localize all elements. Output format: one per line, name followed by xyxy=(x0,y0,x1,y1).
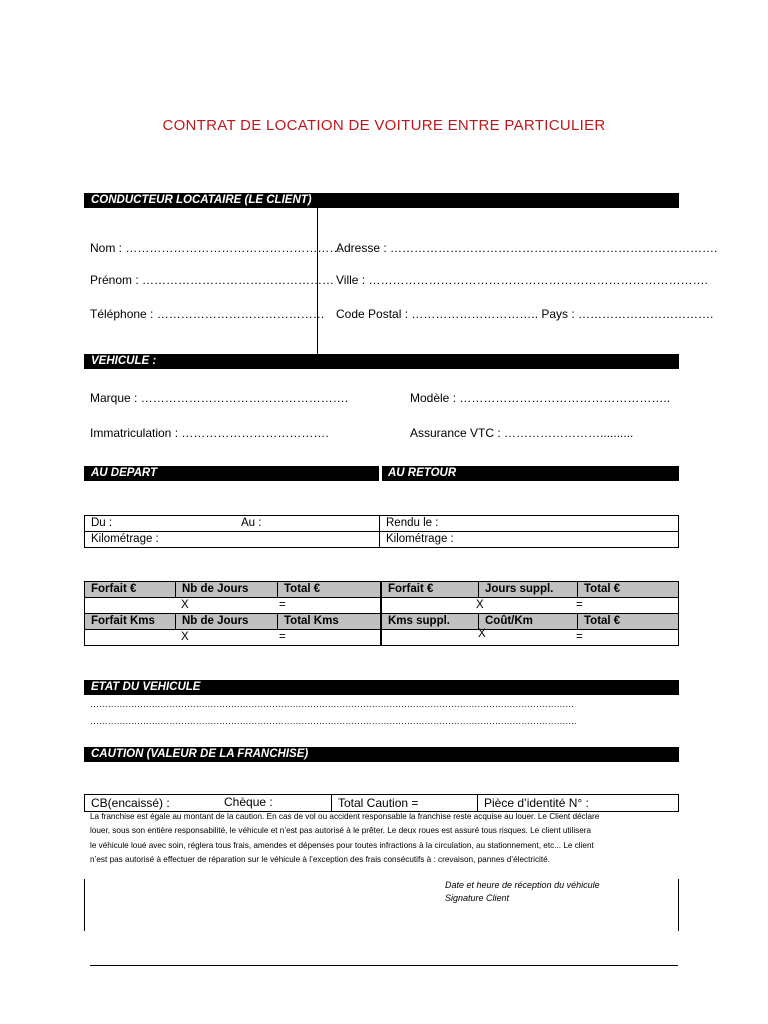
franchise-conditions xyxy=(90,810,680,867)
etat-line-2[interactable]: …………………………………………………………………………………………………………………………………………………. xyxy=(90,716,577,726)
section-etat-header xyxy=(84,680,679,695)
franchise-line: louer, sous son entière responsabilité, le véhicule et n’est pas autorisé à le prêter. Le deux roues est assuré tous risques. Le client utilisera xyxy=(90,826,592,836)
total-caution-cell[interactable] xyxy=(332,795,478,812)
rendu-le-label: Rendu le : xyxy=(386,517,439,529)
modele-field[interactable]: Modèle : …………………………………………….. xyxy=(410,391,671,405)
km-depart-label: Kilométrage : xyxy=(91,533,159,545)
piece-identite-label: Pièce d’identité N° : xyxy=(484,795,589,810)
tarifs-left-table xyxy=(84,581,381,646)
section-conducteur-label: CONDUCTEUR LOCATAIRE (LE CLIENT) xyxy=(91,194,312,206)
total-caution-label: Total Caution = xyxy=(338,795,419,810)
nom-field[interactable]: Nom : ……………………………………………… xyxy=(90,241,342,255)
km-retour-label: Kilométrage : xyxy=(386,533,454,545)
kms-suppl-calc-row[interactable] xyxy=(382,630,679,646)
cheque-label: Chèque : xyxy=(224,795,273,809)
th-total-retour: Total € xyxy=(578,582,679,598)
th-nb-jours-kms: Nb de Jours xyxy=(176,614,278,630)
equals-sign: = xyxy=(279,599,286,611)
dates-table xyxy=(84,515,679,548)
depart-retour-split xyxy=(379,466,382,481)
section-depart-label: AU DEPART xyxy=(91,467,158,479)
rendu-le-cell[interactable] xyxy=(380,516,679,532)
signature-client-label: Signature Client xyxy=(445,893,510,903)
equals-sign: = xyxy=(576,631,583,643)
kms-calc-row[interactable] xyxy=(85,630,381,646)
section-depart-retour-header xyxy=(84,466,679,481)
tarifs-right-table xyxy=(381,581,679,646)
etat-line-1[interactable]: ………………………………………………………………………………………………………………………………………………… xyxy=(90,699,575,709)
section-vehicule-label: VEHICULE : xyxy=(91,355,157,367)
document-title: CONTRAT DE LOCATION DE VOITURE ENTRE PARTICULIER xyxy=(162,117,606,134)
th-jours-suppl: Jours suppl. xyxy=(479,582,578,598)
section-caution-header xyxy=(84,747,679,762)
times-sign: X xyxy=(181,599,189,611)
bottom-rule xyxy=(90,965,678,966)
assurance-vtc-field[interactable]: Assurance VTC : …………………….......... xyxy=(410,426,634,440)
th-total-kms: Total Kms xyxy=(278,614,381,630)
marque-field[interactable]: Marque : ……………………………………………. xyxy=(90,391,349,405)
km-retour-cell[interactable] xyxy=(380,532,679,548)
du-cell[interactable] xyxy=(85,516,380,532)
code-postal-pays-field[interactable]: Code Postal : ………………………….. Pays : ……………………………. xyxy=(336,307,714,321)
equals-sign: = xyxy=(279,631,286,643)
km-depart-cell[interactable] xyxy=(85,532,380,548)
th-total: Total € xyxy=(278,582,381,598)
cb-label: CB(encaissé) : xyxy=(91,795,170,810)
equals-sign: = xyxy=(576,599,583,611)
immatriculation-field[interactable]: Immatriculation : ………………………………. xyxy=(90,426,329,440)
ville-field[interactable]: Ville : …………………………………………………………………………. xyxy=(336,273,708,287)
section-caution-label: CAUTION (VALEUR DE LA FRANCHISE) xyxy=(91,748,309,760)
franchise-line: le véhicule loué avec soin, réglera tous frais, amendes et dépenses pour toutes infractions à la circulation, au stationnement, etc... Le client xyxy=(90,840,594,850)
section-etat-label: ETAT DU VEHICULE xyxy=(91,681,201,693)
times-sign: X xyxy=(181,631,189,643)
section-retour-label: AU RETOUR xyxy=(388,467,457,479)
jours-suppl-calc-row[interactable] xyxy=(382,598,679,614)
du-label: Du : xyxy=(91,517,113,529)
adresse-field[interactable]: Adresse : ………………………………………………………………………. xyxy=(336,241,718,255)
signature-area[interactable] xyxy=(85,879,677,931)
th-cout-km: Coût/Km xyxy=(479,614,578,630)
th-nb-jours: Nb de Jours xyxy=(176,582,278,598)
telephone-field[interactable]: Téléphone : …………………………………… xyxy=(90,307,325,321)
section-conducteur-header xyxy=(84,193,679,208)
signature-date-label: Date et heure de réception du véhicule xyxy=(445,880,600,890)
cb-cheque-cell[interactable] xyxy=(85,795,332,812)
times-sign: X xyxy=(478,628,486,640)
franchise-line: La franchise est égale au montant de la caution. En cas de vol ou accident responsable la franchise reste acquise au louer. Le Client déclare xyxy=(90,812,600,821)
th-forfait: Forfait € xyxy=(85,582,176,598)
signature-box-right xyxy=(678,879,679,931)
piece-identite-cell[interactable] xyxy=(478,795,679,812)
prenom-field[interactable]: Prénom : ………………………………………… xyxy=(90,273,335,287)
th-kms-suppl: Kms suppl. xyxy=(382,614,479,630)
franchise-line: n’est pas autorisé à effectuer de réparation sur le véhicule à l’exception des frais consécutifs à : crevaison, pannes d’électricité. xyxy=(90,854,550,864)
th-total-kms-retour: Total € xyxy=(578,614,679,630)
forfait-calc-row[interactable] xyxy=(85,598,381,614)
au-label: Au : xyxy=(241,517,262,529)
th-forfait-kms: Forfait Kms xyxy=(85,614,176,630)
th-forfait-retour: Forfait € xyxy=(382,582,479,598)
section-vehicule-header xyxy=(84,354,679,369)
times-sign: X xyxy=(476,599,484,611)
